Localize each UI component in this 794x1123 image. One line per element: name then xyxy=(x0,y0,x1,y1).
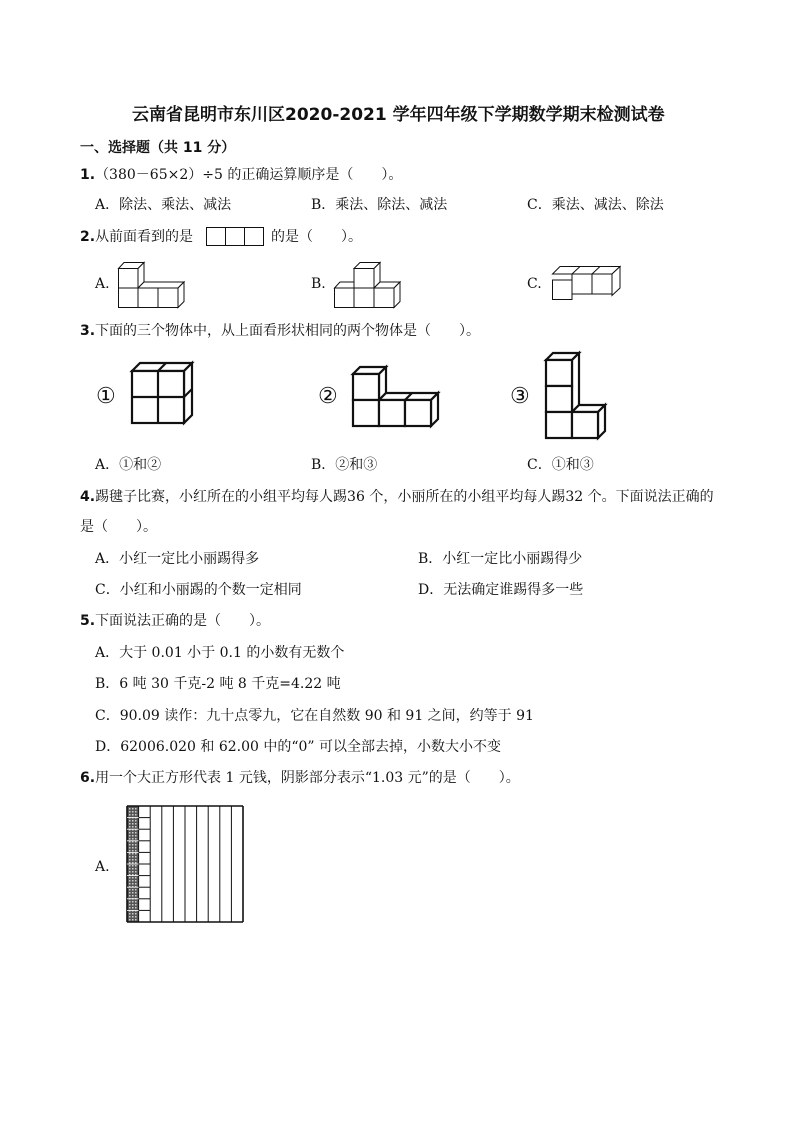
q1-option-c: C．乘法、减法、除法 xyxy=(527,197,664,213)
question-1 xyxy=(80,166,402,184)
q4-option-b: B．小红一定比小丽踢得少 xyxy=(418,551,583,567)
question-text-after: 的是（ ）。 xyxy=(271,229,362,245)
figure-label-2: ② xyxy=(318,384,338,409)
figure-label-1: ① xyxy=(96,384,116,409)
q4-option-d: D．无法确定谁踢得多一些 xyxy=(418,582,584,598)
q1-option-a: A．除法、乘法、减法 xyxy=(95,197,232,213)
question-text-line1: 踢毽子比赛，小红所在的小组平均每人踢36 个，小丽所在的小组平均每人踢32 个。下面说法正确的 xyxy=(95,489,714,505)
q3-option-a: A．①和② xyxy=(95,457,162,473)
question-text: （380－65×2）÷5 的正确运算顺序是（ ）。 xyxy=(95,167,403,183)
q3-option-b: B．②和③ xyxy=(311,457,378,473)
q1-option-b: B．乘法、除法、减法 xyxy=(311,197,448,213)
question-number: 1. xyxy=(80,167,96,183)
question-3 xyxy=(80,322,480,340)
question-text-before: 从前面看到的是 xyxy=(95,229,194,245)
q2-option-c-cubes xyxy=(552,266,624,302)
section-heading: 一、选择题（共 11 分） xyxy=(80,140,236,156)
q3-figure-1-cubes xyxy=(131,362,193,426)
figure-label-3: ③ xyxy=(510,384,530,409)
question-number: 5. xyxy=(80,613,96,629)
question-number: 3. xyxy=(80,323,96,339)
question-number: 6. xyxy=(80,770,96,786)
q3-figure-2-cubes xyxy=(352,366,442,426)
q6-option-a-grid xyxy=(126,805,244,923)
q2-option-b-label: B. xyxy=(311,276,326,292)
page-title: 云南省昆明市东川区2020-2021 学年四年级下学期数学期末检测试卷 xyxy=(132,105,665,125)
front-view-figure xyxy=(206,227,264,247)
question-text: 下面说法正确的是（ ）。 xyxy=(95,613,271,629)
q6-option-a-label: A. xyxy=(95,859,110,875)
q5-option-c: C．90.09 读作：九十点零九，它在自然数 90 和 91 之间，约等于 91 xyxy=(95,708,534,724)
question-text: 用一个大正方形代表 1 元钱，阴影部分表示“1.03 元”的是（ ）。 xyxy=(95,770,520,786)
q5-option-b: B．6 吨 30 千克-2 吨 8 千克=4.22 吨 xyxy=(95,676,341,692)
q3-figure-3-cubes xyxy=(545,352,609,442)
question-5 xyxy=(80,612,270,630)
q2-option-b-cubes xyxy=(334,262,404,308)
question-4 xyxy=(80,488,714,506)
question-text: 下面的三个物体中，从上面看形状相同的两个物体是（ ）。 xyxy=(95,323,481,339)
question-2 xyxy=(80,228,193,246)
question-6 xyxy=(80,769,520,787)
q3-option-c: C．①和③ xyxy=(527,457,594,473)
question-number: 2. xyxy=(80,229,96,245)
q4-option-a: A．小红一定比小丽踢得多 xyxy=(95,551,260,567)
q5-option-a: A．大于 0.01 小于 0.1 的小数有无数个 xyxy=(95,645,345,661)
question-number: 4. xyxy=(80,489,96,505)
q2-option-a-cubes xyxy=(118,262,188,308)
q2-option-a-label: A. xyxy=(95,276,110,292)
question-4-line2: 是（ ）。 xyxy=(80,519,157,535)
q2-option-c-label: C. xyxy=(527,276,542,292)
q4-option-c: C．小红和小丽踢的个数一定相同 xyxy=(95,582,302,598)
q5-option-d: D．62006.020 和 62.00 中的“0” 可以全部去掉，小数大小不变 xyxy=(95,739,502,755)
